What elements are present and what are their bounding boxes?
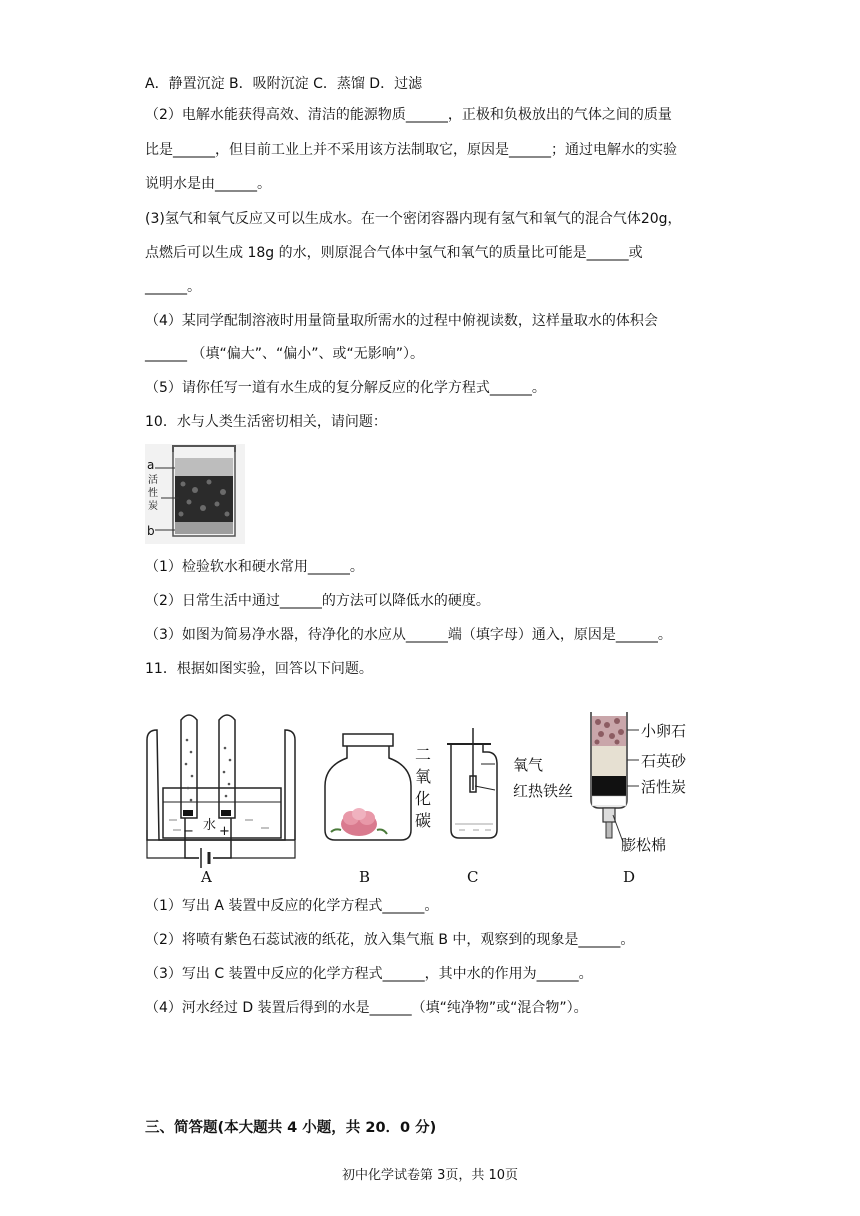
q10-part3: （3）如图为简易净水器，待净化的水应从______端（填字母）通入，原因是______。 — [145, 627, 672, 643]
apparatus-c-wire-label: 红热铁丝 — [513, 782, 574, 800]
apparatus-d-cotton-label: 膨松棉 — [621, 836, 667, 854]
co2-char-2: 氧 — [415, 767, 432, 786]
co2-char-1: 二 — [415, 745, 432, 764]
q9-part2-line1: （2）电解水能获得高效、清洁的能源物质______，正极和负极放出的气体之间的质量 — [145, 107, 672, 123]
q11-part2: （2）将喷有紫色石蕊试液的纸花，放入集气瓶 B 中，观察到的现象是______。 — [145, 932, 635, 948]
q9-part4-line1: （4）某同学配制溶液时用量筒量取所需水的过程中俯视读数，这样量取水的体积会 — [145, 313, 658, 329]
apparatus-c-label: C — [467, 868, 479, 886]
apparatus-d-carbon-label: 活性炭 — [641, 778, 687, 796]
apparatus-a-water-label: 水 — [203, 818, 217, 833]
apparatus-d-filter — [591, 712, 639, 842]
apparatus-a-label: A — [201, 868, 212, 886]
apparatus-a-electrolysis — [147, 715, 295, 868]
co2-char-4: 碳 — [415, 811, 432, 830]
q11-title: 11．根据如图实验，回答以下问题。 — [145, 661, 373, 677]
q9-part3-line1: (3)氢气和氧气反应又可以生成水。在一个密闭容器内现有氢气和氧气的混合气体20g， — [145, 211, 682, 227]
q10-part1: （1）检验软水和硬水常用______。 — [145, 559, 364, 575]
apparatus-c-iron-wire — [447, 728, 497, 838]
apparatus-a-plus-label: + — [219, 824, 230, 839]
purifier-label-carbon: 活 性 炭 — [148, 475, 158, 512]
page-footer: 初中化学试卷第 3页，共 10页 — [341, 1168, 519, 1183]
q9-part3-line3: ______。 — [145, 279, 201, 295]
purifier-label-b: b — [147, 524, 155, 538]
q11-apparatus-figure — [145, 690, 715, 890]
q10-part2: （2）日常生活中通过______的方法可以降低水的硬度。 — [145, 593, 490, 609]
apparatus-b-gas-label — [415, 744, 433, 832]
section-3-heading: 三、简答题(本大题共 4 小题，共 20．0 分) — [145, 1120, 437, 1136]
apparatus-b-label: B — [359, 868, 371, 886]
q9-part4-line2: ______ （填“偏大”、“偏小”、或“无影响”）。 — [145, 346, 424, 362]
apparatus-d-label: D — [623, 868, 636, 886]
co2-char-3: 化 — [415, 789, 432, 808]
flower-icon — [331, 808, 387, 836]
apparatus-c-oxygen-label: 氧气 — [513, 756, 544, 774]
q11-part3: （3）写出 C 装置中反应的化学方程式______，其中水的作用为______。 — [145, 966, 593, 982]
q10-title: 10．水与人类生活密切相关，请问题： — [145, 414, 387, 430]
apparatus-a-minus-label: − — [183, 824, 194, 839]
q9-options: A．静置沉淀 B．吸附沉淀 C．蒸馏 D．过滤 — [145, 76, 423, 92]
q9-part2-line3: 说明水是由______。 — [145, 176, 271, 192]
water-purifier-figure — [145, 444, 245, 544]
q11-part1: （1）写出 A 装置中反应的化学方程式______。 — [145, 898, 439, 914]
q9-part2-line2: 比是______，但目前工业上并不采用该方法制取它，原因是______；通过电解水的实验 — [145, 142, 677, 158]
q11-part4: （4）河水经过 D 装置后得到的水是______（填“纯净物”或“混合物”）。 — [145, 1000, 588, 1016]
q9-part5: （5）请你任写一道有水生成的复分解反应的化学方程式______。 — [145, 380, 546, 396]
apparatus-d-pebble-label: 小卵石 — [641, 722, 687, 740]
purifier-label-a: a — [147, 458, 155, 472]
apparatus-d-sand-label: 石英砂 — [641, 752, 687, 770]
q9-part3-line2: 点燃后可以生成 18g 的水，则原混合气体中氢气和氧气的质量比可能是______或 — [145, 245, 643, 261]
